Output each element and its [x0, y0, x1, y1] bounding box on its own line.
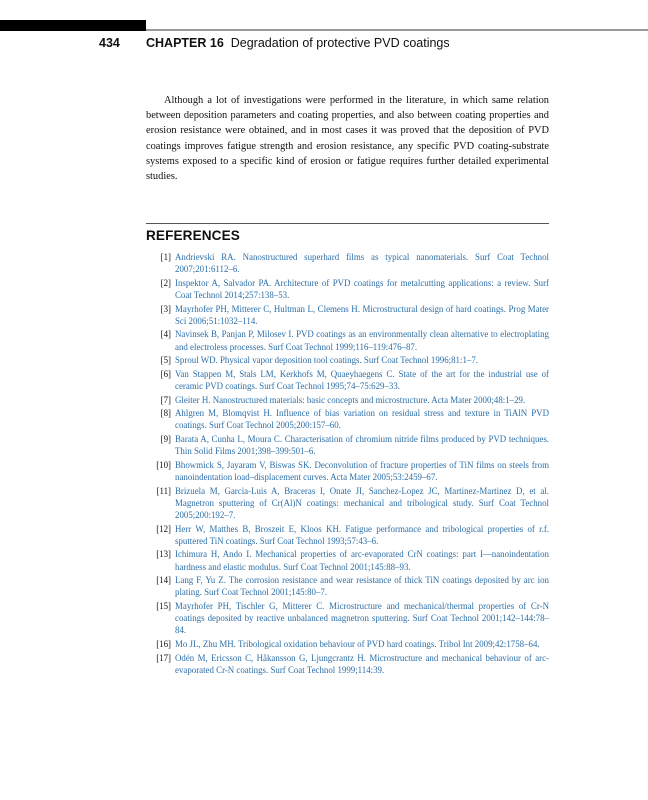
reference-item [146, 368, 549, 392]
reference-item [146, 354, 549, 366]
reference-number: [6] [160, 368, 171, 379]
reference-item [146, 485, 549, 522]
reference-link[interactable]: Gleiter H. Nanostructured materials: basic concepts and microstructure. Acta Mater 2000;48:1–29. [175, 394, 526, 405]
reference-number: [5] [160, 355, 171, 366]
chapter-heading [146, 36, 450, 50]
chapter-title: Degradation of protective PVD coatings [230, 36, 450, 50]
reference-link[interactable]: Brizuela M, Garcia-Luis A, Braceras I, Onate JI, Sanchez-Lopez JC, Martinez-Martinez D, et al. Magnetron sputtering of Cr(Al)N coatings: mechanical and tribological study. Surf Coat Technol 2005;200:192–7. [175, 485, 549, 520]
reference-item [146, 523, 549, 547]
reference-link[interactable]: Lang F, Yu Z. The corrosion resistance and wear resistance of thick TiN coatings deposited by arc ion plating. Surf Coat Technol 2001;145:80–7. [175, 575, 549, 598]
reference-number: [1] [160, 252, 171, 262]
body-paragraph: Although a lot of investigations were performed in the literature, in which same relation between deposition parameters and coating properties, and also between coating properties and erosion resistance were obtained, and in most cases it was proved that the deposition of PVD coatings improves fatigue strength and erosion resistance, any specific PVD coating-substrate systems exposed to a specific kind of erosion or fatigue requires further detailed experimental studies. [146, 95, 549, 183]
reference-link[interactable]: Herr W, Matthes B, Broszeit E, Kloos KH. Fatigue performance and tribological properties of r.f. sputtered TiN coatings. Surf Coat Technol 1993;57:43–6. [175, 523, 549, 546]
reference-link[interactable]: Inspektor A, Salvador PA. Architecture of PVD coatings for metalcutting applications: a review. Surf Coat Technol 2014;257:138–53. [175, 277, 549, 300]
reference-list [146, 251, 549, 677]
reference-number: [11] [156, 485, 171, 496]
reference-number: [8] [160, 408, 171, 419]
reference-link[interactable]: Sproul WD. Physical vapor deposition tool coatings. Surf Coat Technol 1996;81:1–7. [175, 355, 478, 366]
reference-number: [3] [160, 303, 171, 314]
reference-number: [13] [156, 549, 171, 560]
reference-item [146, 277, 549, 301]
reference-link[interactable]: Odén M, Ericsson C, Håkansson G, Ljungcrantz H. Microstructure and mechanical behaviour of arc-evaporated Cr-N coatings. Surf Coat Technol 1999;114:39. [175, 652, 549, 675]
reference-link[interactable]: Navinsek B, Panjan P, Milosev I. PVD coatings as an environmentally clean alternative to electroplating and electroless processes. Surf Coat Technol 1999;116–119:476–87. [175, 329, 549, 352]
reference-number: [16] [156, 638, 171, 649]
reference-number: [15] [156, 600, 171, 611]
reference-item [146, 459, 549, 483]
reference-item [146, 574, 549, 598]
reference-link[interactable]: Bhowmick S, Jayaram V, Biswas SK. Deconvolution of fracture properties of TiN films on steels from nanoindentation load–displacement curves. Acta Mater 2005;53:2459–67. [175, 459, 549, 482]
running-header [0, 33, 648, 55]
reference-number: [7] [160, 394, 171, 405]
reference-number: [9] [160, 433, 171, 444]
reference-item [146, 652, 549, 676]
reference-link[interactable]: Mayrhofer PH, Mitterer C, Hultman L, Clemens H. Microstructural design of hard coatings. Prog Mater Sci 2006;51:1032–114. [175, 303, 549, 326]
reference-number: [17] [156, 652, 171, 663]
reference-item [146, 303, 549, 327]
reference-link[interactable]: Andrievski RA. Nanostructured superhard films as typical nanomaterials. Surf Coat Technol 2007;201:6112–6. [175, 252, 549, 275]
reference-link[interactable]: Ichimura H, Ando I. Mechanical properties of arc-evaporated CrN coatings: part I—nanoindentation hardness and elastic modulus. Surf Coat Technol 2001;145:88–93. [175, 549, 549, 572]
reference-link[interactable]: Barata A, Cunha L, Moura C. Characterisation of chromium nitride films produced by PVD techniques. Thin Solid Films 2001;398–399:501–6. [175, 433, 549, 457]
reference-number: [14] [156, 575, 171, 586]
reference-number: [10] [156, 459, 171, 470]
reference-number: [12] [156, 523, 171, 534]
page-number: 434 [99, 36, 120, 50]
reference-link[interactable]: Mo JL, Zhu MH. Tribological oxidation behaviour of PVD hard coatings. Tribol Int 2009;42:1758–64. [175, 638, 540, 649]
reference-item [146, 394, 549, 406]
header-rule [146, 29, 648, 31]
header-bar [0, 20, 146, 31]
reference-item [146, 328, 549, 352]
reference-item [146, 548, 549, 572]
reference-number: [4] [160, 329, 171, 340]
reference-item [146, 638, 549, 650]
reference-link[interactable]: Van Stappen M, Stals LM, Kerkhofs M, Quaeyhaegens C. State of the art for the industrial use of ceramic PVD coatings. Surf Coat Technol 1995;74–75:629–33. [175, 368, 549, 391]
references-title: REFERENCES [146, 228, 240, 243]
reference-item [146, 433, 549, 457]
chapter-label: CHAPTER 16 [146, 36, 224, 50]
references-divider [146, 223, 549, 224]
reference-item [146, 407, 549, 431]
reference-link[interactable]: Mayrhofer PH, Tischler G, Mitterer C. Microstructure and mechanical/thermal properties of Cr-N coatings deposited by reactive unbalanced magnetron sputtering. Surf Coat Technol 2001;142–144:78–84. [175, 600, 549, 636]
reference-item [146, 251, 549, 275]
reference-link[interactable]: Ahlgren M, Blomqvist H. Influence of bias variation on residual stress and texture in TiAlN PVD coatings. Surf Coat Technol 2005;200:157–60. [175, 408, 549, 431]
reference-number: [2] [160, 277, 171, 288]
reference-item [146, 600, 549, 637]
